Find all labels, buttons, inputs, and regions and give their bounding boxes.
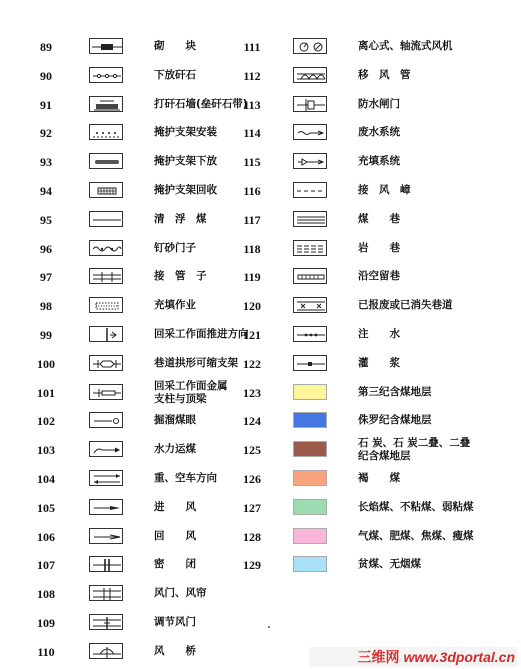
legend-label xyxy=(358,437,470,463)
legend-number: 113 xyxy=(243,98,261,112)
legend-label-line: 风门、风帘 xyxy=(154,587,207,599)
legend-label-line: 掩护支架下放 xyxy=(154,155,217,167)
legend-label-line: 移 风 管 xyxy=(358,69,411,81)
legend-label-line: 掩护支架回收 xyxy=(154,184,217,196)
legend-label-line: 石 炭、石 炭二叠、二叠 xyxy=(358,437,471,449)
legend-label-line: 沿空留巷 xyxy=(358,270,400,282)
legend-row xyxy=(0,326,521,344)
legend-row xyxy=(0,182,521,200)
legend-number: 89 xyxy=(40,40,52,54)
legend-number: 110 xyxy=(37,645,55,659)
legend-number: 112 xyxy=(243,69,261,83)
legend-number: 97 xyxy=(40,270,52,284)
coal-roadway-symbol xyxy=(293,211,327,227)
legend-label-line: 废水系统 xyxy=(358,126,400,138)
legend-label-line: 气煤、肥煤、焦煤、瘦煤 xyxy=(358,530,474,542)
legend-label-line: 钉砂门子 xyxy=(154,242,196,254)
legend-label-line: 掩护支架安装 xyxy=(154,126,217,138)
legend-label xyxy=(358,270,400,283)
legend-label xyxy=(358,414,432,427)
legend-number: 115 xyxy=(243,155,261,169)
legend-label-line: 褐 煤 xyxy=(358,472,400,484)
color-swatch xyxy=(293,470,327,486)
legend-row xyxy=(0,124,521,142)
legend-number: 118 xyxy=(243,242,261,256)
color-swatch xyxy=(293,441,327,457)
legend-number: 101 xyxy=(37,386,55,400)
legend-label xyxy=(358,184,411,197)
legend-number: 126 xyxy=(243,472,261,486)
legend-number: 109 xyxy=(37,616,55,630)
legend-label-line: 纪含煤地层 xyxy=(358,450,411,462)
legend-label-line: 岩 巷 xyxy=(358,242,400,254)
legend-label-line: 注 水 xyxy=(358,328,400,340)
legend-row xyxy=(0,499,521,517)
legend-number: 125 xyxy=(243,443,261,457)
legend-number: 99 xyxy=(40,328,52,342)
legend-label-line: 煤 巷 xyxy=(358,213,400,225)
legend-number: 124 xyxy=(243,414,261,428)
watermark-site-name: 三维网 xyxy=(357,650,400,666)
legend-row xyxy=(0,470,521,488)
legend-label-line: 清 浮 煤 xyxy=(154,213,207,225)
legend-label-line: 离心式、轴流式风机 xyxy=(358,40,453,52)
legend-number: 90 xyxy=(40,69,52,83)
rock-roadway-symbol xyxy=(293,240,327,256)
legend-label xyxy=(358,386,432,399)
legend-row xyxy=(0,297,521,315)
color-swatch xyxy=(293,384,327,400)
legend-number: 107 xyxy=(37,558,55,572)
legend-number: 100 xyxy=(37,357,55,371)
legend-row xyxy=(0,412,521,430)
legend-row xyxy=(0,384,521,402)
legend-number: 102 xyxy=(37,414,55,428)
legend-label xyxy=(358,472,400,485)
legend-label xyxy=(358,357,400,370)
legend-label-line: 充填作业 xyxy=(154,299,196,311)
legend-row xyxy=(0,153,521,171)
legend-number: 108 xyxy=(37,587,55,601)
legend-number: 93 xyxy=(40,155,52,169)
water-gate-symbol xyxy=(293,96,327,112)
legend-label-line: 防水闸门 xyxy=(358,98,400,110)
legend-label xyxy=(358,299,453,312)
legend-label-line: 调节风门 xyxy=(154,616,196,628)
legend-row xyxy=(0,240,521,258)
legend-row xyxy=(0,355,521,373)
stray-dot xyxy=(268,626,270,628)
legend-label xyxy=(358,40,453,53)
legend-label-line: 掘溜煤眼 xyxy=(154,414,196,426)
legend-number: 98 xyxy=(40,299,52,313)
legend-number: 106 xyxy=(37,530,55,544)
legend-label-line: 第三纪含煤地层 xyxy=(358,386,432,398)
legend-label-line: 回采工作面金属 xyxy=(154,380,228,392)
color-swatch xyxy=(293,528,327,544)
legend-number: 128 xyxy=(243,530,261,544)
legend-number: 92 xyxy=(40,126,52,140)
legend-label-line: 长焰煤、不粘煤、弱粘煤 xyxy=(358,501,474,513)
legend-label xyxy=(358,558,421,571)
legend-number: 119 xyxy=(243,270,261,284)
legend-label-line: 回采工作面推进方向 xyxy=(154,328,249,340)
legend-number: 91 xyxy=(40,98,52,112)
legend-label-line: 重、空车方向 xyxy=(154,472,217,484)
legend-number: 105 xyxy=(37,501,55,515)
legend-number: 123 xyxy=(243,386,261,400)
legend-label-line: 支柱与顶梁 xyxy=(154,393,207,405)
legend-row xyxy=(0,556,521,574)
legend-row xyxy=(0,211,521,229)
legend-label xyxy=(358,530,474,543)
legend-label-line: 巷道拱形可缩支架 xyxy=(154,357,238,369)
legend-label-line: 打矸石墙(垒矸石带) xyxy=(154,98,248,110)
legend-row xyxy=(0,268,521,286)
gob-side-roadway-symbol xyxy=(293,268,327,284)
legend-label-line: 下放矸石 xyxy=(154,69,196,81)
legend-row xyxy=(0,38,521,56)
legend-label xyxy=(358,155,400,168)
legend-label-line: 进 风 xyxy=(154,501,196,513)
legend-number: 122 xyxy=(243,357,261,371)
legend-number: 116 xyxy=(243,184,261,198)
legend-number: 95 xyxy=(40,213,52,227)
legend-number: 114 xyxy=(243,126,261,140)
legend-label-line: 水力运煤 xyxy=(154,443,196,455)
waste-water-system-symbol xyxy=(293,124,327,140)
legend-label-line: 密 闭 xyxy=(154,558,196,570)
watermark xyxy=(309,647,517,667)
legend-label-line: 充填系统 xyxy=(358,155,400,167)
legend-label-line: 接 管 子 xyxy=(154,270,207,282)
legend-label xyxy=(154,587,207,600)
legend-number: 111 xyxy=(243,40,261,54)
legend-label-line: 接 风 嶂 xyxy=(358,184,411,196)
color-swatch xyxy=(293,412,327,428)
legend-row xyxy=(0,585,521,603)
color-swatch xyxy=(293,499,327,515)
legend-label-line: 风 桥 xyxy=(154,645,196,657)
legend-number: 96 xyxy=(40,242,52,256)
water-injection-symbol xyxy=(293,326,327,342)
legend-label-line: 贫煤、无烟煤 xyxy=(358,558,421,570)
legend-label xyxy=(358,501,474,514)
legend-label xyxy=(358,328,400,341)
legend-number: 117 xyxy=(243,213,261,227)
fan-symbol xyxy=(293,38,327,54)
legend-label-line: 灌 浆 xyxy=(358,357,400,369)
legend-label-line: 已报废或已消失巷道 xyxy=(358,299,453,311)
legend-row xyxy=(0,96,521,114)
air-bridge-symbol xyxy=(89,643,123,659)
regulating-door-symbol xyxy=(89,614,123,630)
legend-label xyxy=(358,242,400,255)
legend-row xyxy=(0,528,521,546)
legend-label-line: 砌 块 xyxy=(154,40,196,52)
grouting-symbol xyxy=(293,355,327,371)
legend-row xyxy=(0,67,521,85)
legend-label xyxy=(154,616,196,629)
watermark-url: www.3dportal.cn xyxy=(403,649,515,665)
backfill-system-symbol xyxy=(293,153,327,169)
legend-label-line: 侏罗纪含煤地层 xyxy=(358,414,432,426)
legend-row xyxy=(0,437,521,462)
legend-number: 94 xyxy=(40,184,52,198)
legend-label xyxy=(358,69,411,82)
legend-label xyxy=(358,98,400,111)
legend-label xyxy=(154,645,196,658)
legend-number: 121 xyxy=(243,328,261,342)
color-swatch xyxy=(293,556,327,572)
legend-row xyxy=(0,614,521,632)
legend-number: 103 xyxy=(37,443,55,457)
legend-number: 129 xyxy=(243,558,261,572)
legend-label-line: 回 风 xyxy=(154,530,196,542)
air-door-curtain-symbol xyxy=(89,585,123,601)
abandoned-roadway-symbol xyxy=(293,297,327,313)
legend-label xyxy=(358,213,400,226)
legend-number: 120 xyxy=(243,299,261,313)
air-curtain-symbol xyxy=(293,182,327,198)
legend-label xyxy=(358,126,400,139)
legend-number: 127 xyxy=(243,501,261,515)
legend-number: 104 xyxy=(37,472,55,486)
moving-air-duct-symbol xyxy=(293,67,327,83)
